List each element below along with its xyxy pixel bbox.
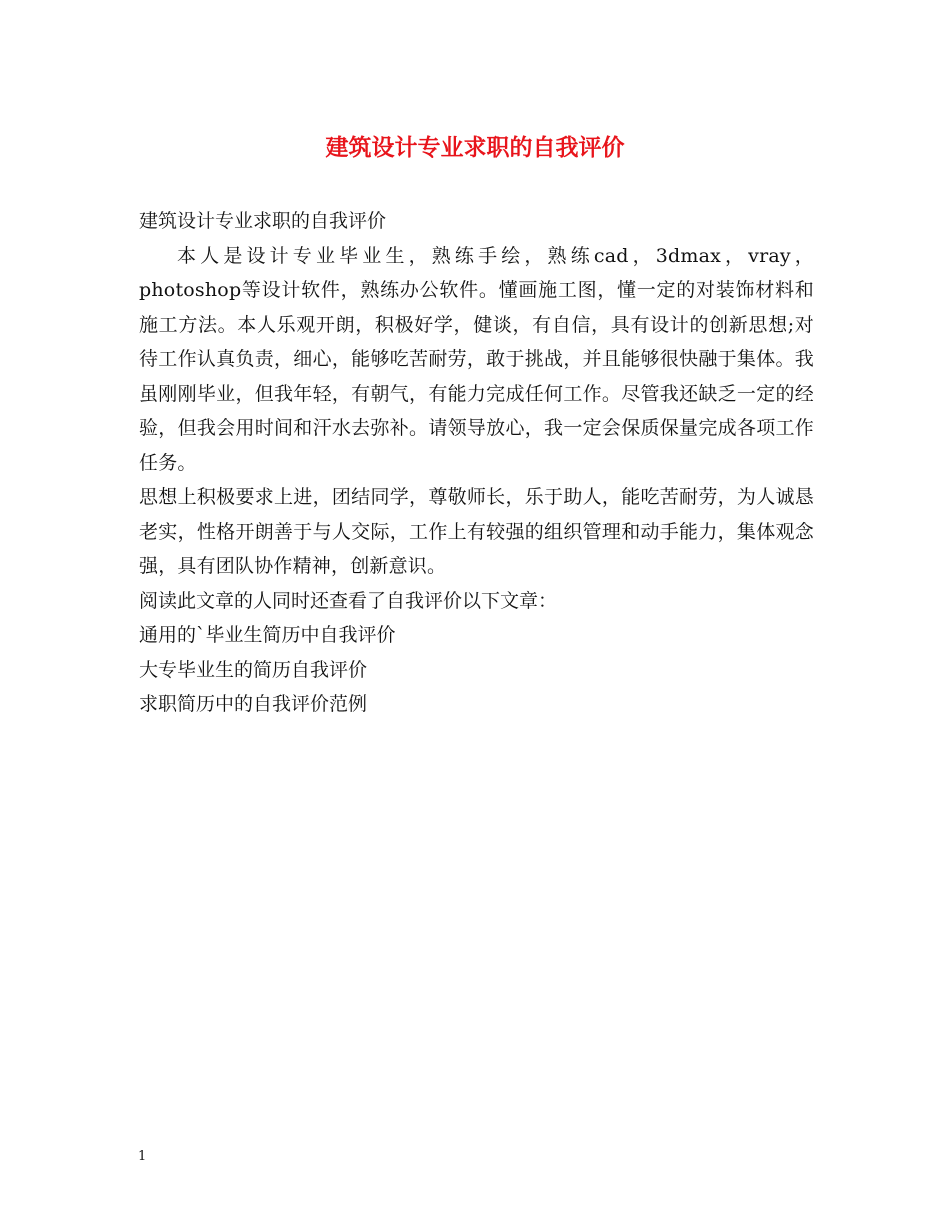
self-evaluation-paragraph: 本人是设计专业毕业生，熟练手绘，熟练cad，3dmax，vray，photoshop等设计软件，熟练办公软件。懂画施工图，懂一定的对装饰材料和施工方法。本人乐观开朗，积极好学，健谈，有自信，具有设计的创新思想;对待工作认真负责，细心，能够吃苦耐劳，敢于挑战，并且能够很快融于集体。我虽刚刚毕业，但我年轻，有朝气，有能力完成任何工作。尽管我还缺乏一定的经验，但我会用时间和汗水去弥补。请领导放心，我一定会保质保量完成各项工作任务。 <box>139 244 814 474</box>
related-articles-list <box>139 618 814 722</box>
document-subtitle: 建筑设计专业求职的自我评价 <box>139 210 387 232</box>
related-article-link[interactable]: 大专毕业生的简历自我评价 <box>139 658 368 681</box>
related-article-link[interactable]: 通用的`毕业生简历中自我评价 <box>139 624 396 646</box>
related-articles-heading: 阅读此文章的人同时还查看了自我评价以下文章： <box>139 589 558 612</box>
self-evaluation-paragraph-2: 思想上积极要求上进，团结同学，尊敬师长，乐于助人，能吃苦耐劳，为人诚恳老实，性格开朗善于与人交际，工作上有较强的组织管理和动手能力，集体观念强，具有团队协作精神，创新意识。 <box>139 486 814 577</box>
related-article-link[interactable]: 求职简历中的自我评价范例 <box>139 693 368 715</box>
document-body <box>139 204 814 722</box>
page-number: 1 <box>138 1149 147 1164</box>
document-title: 建筑设计专业求职的自我评价 <box>325 134 625 161</box>
